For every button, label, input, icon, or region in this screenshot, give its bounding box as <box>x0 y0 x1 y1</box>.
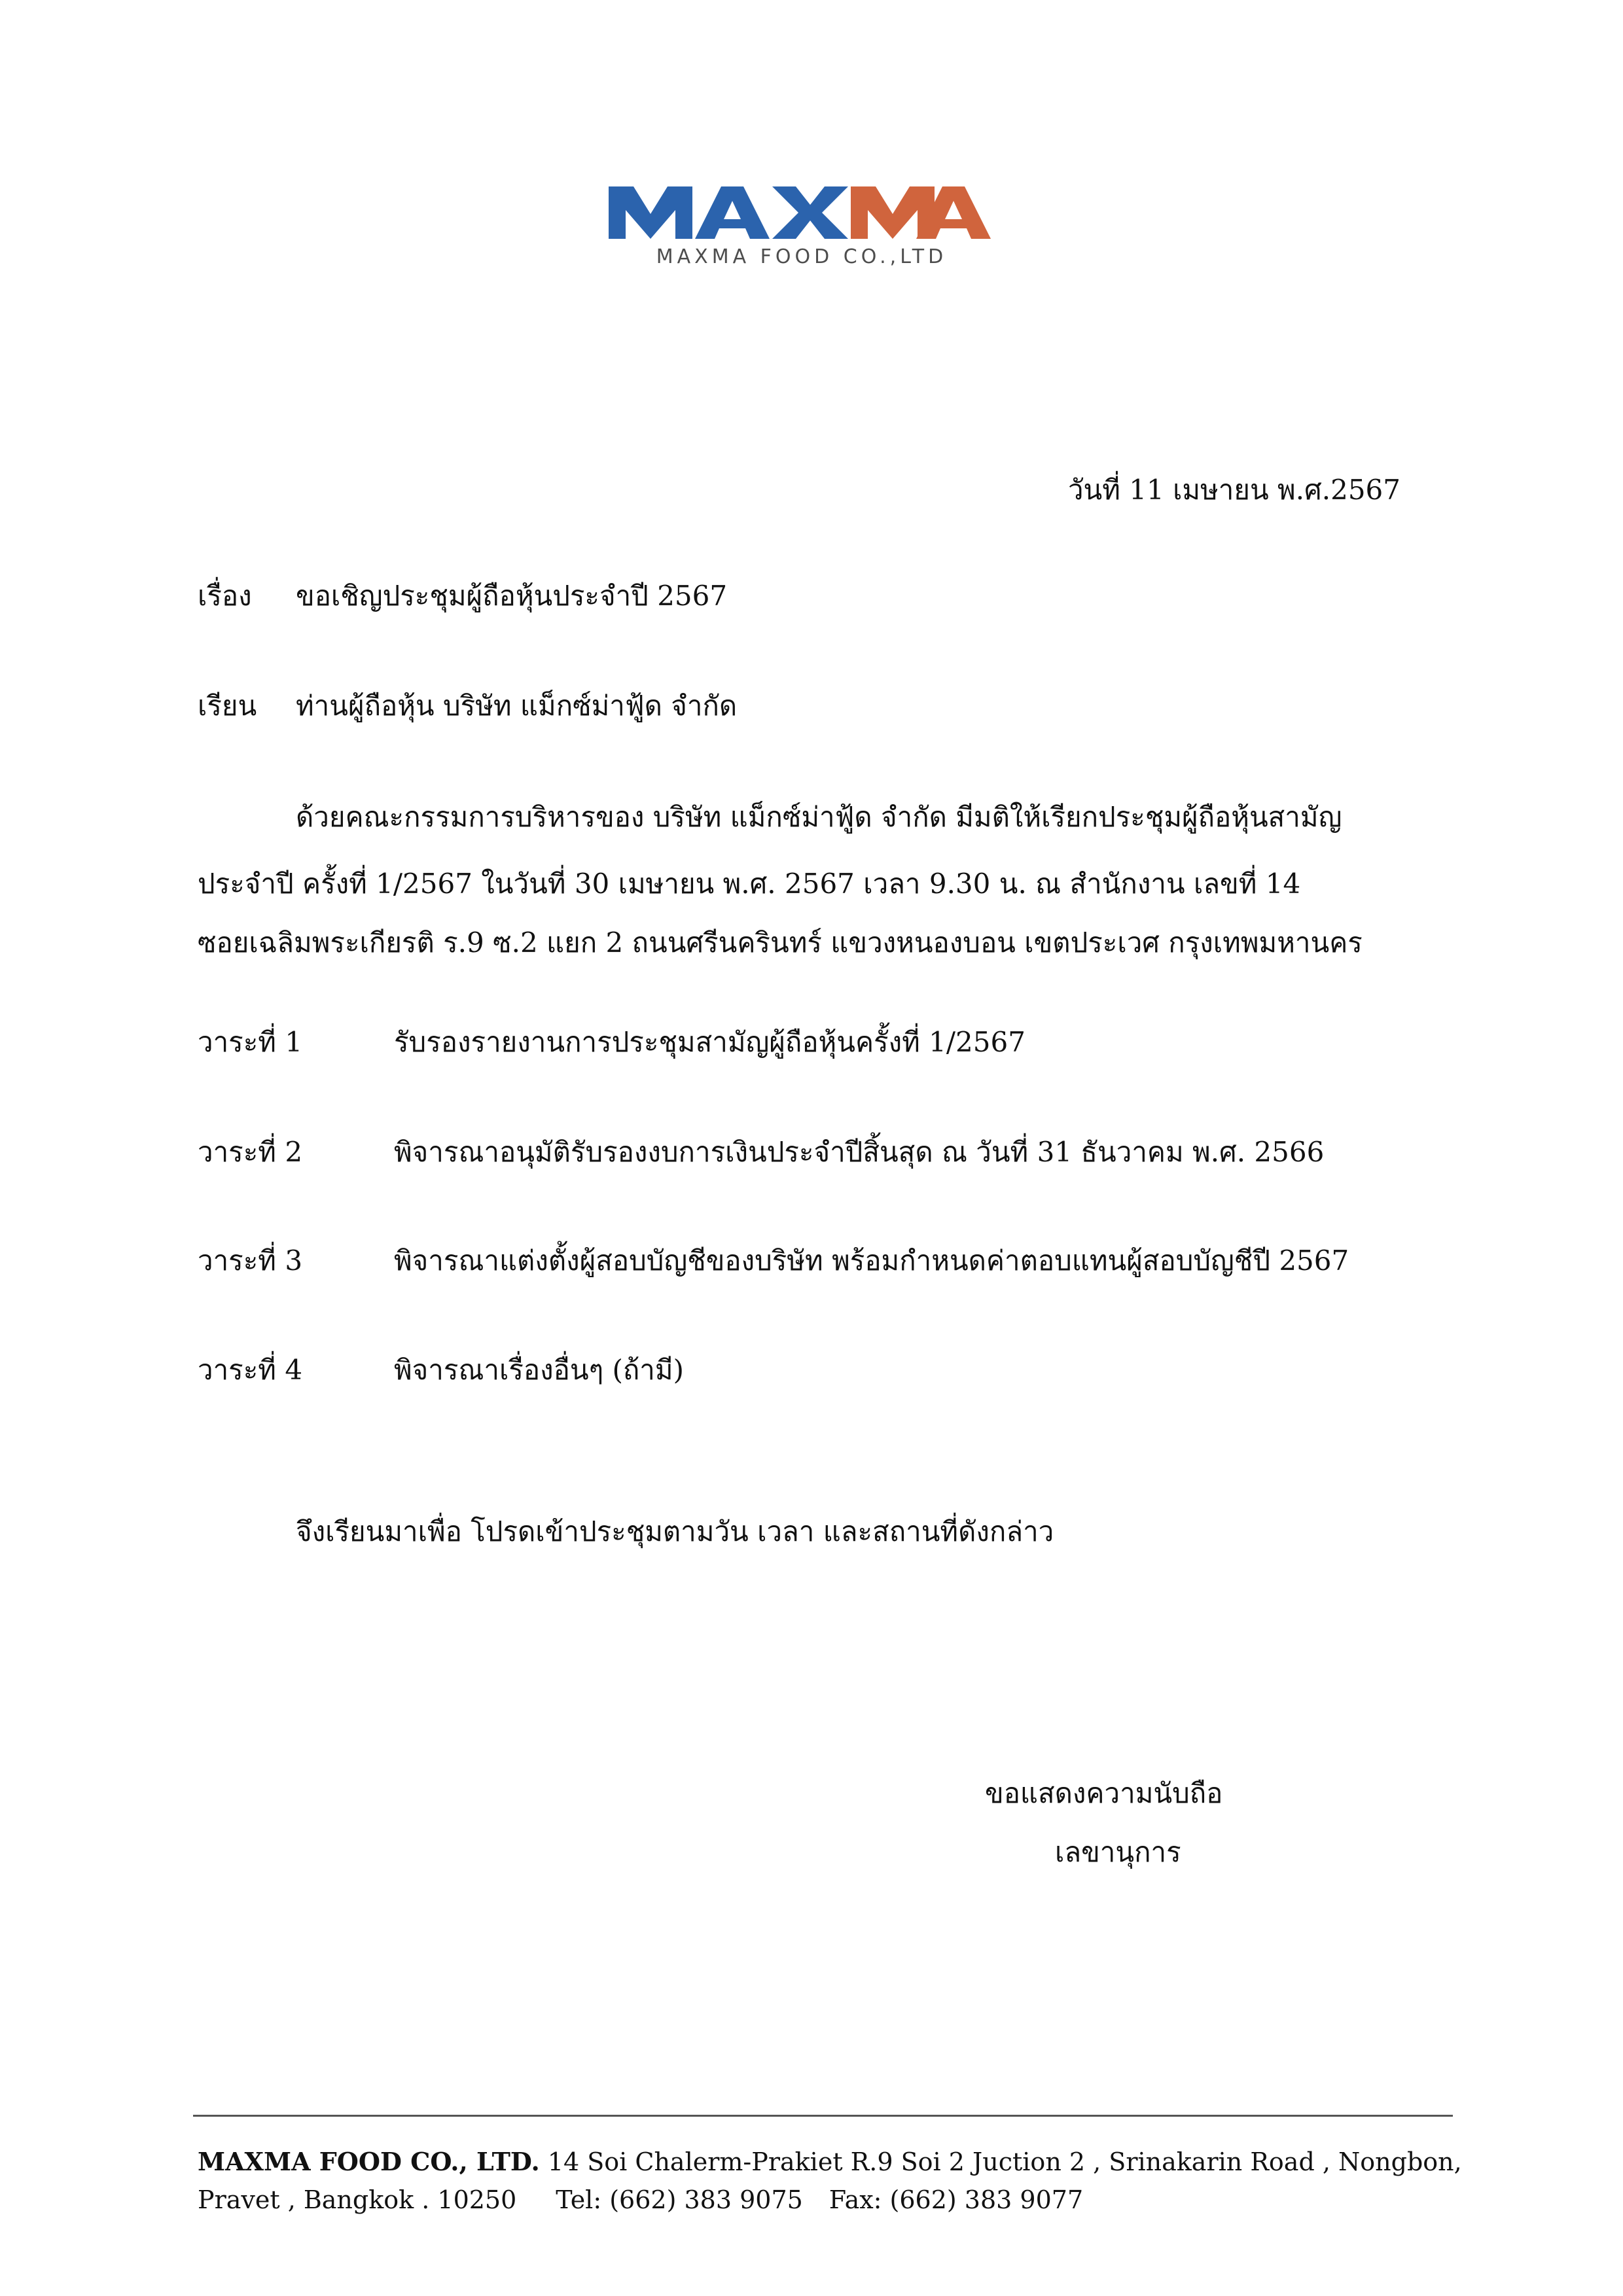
signature-regards: ขอแสดงความนับถือ <box>985 1777 1223 1809</box>
body-line-1: ด้วยคณะกรรมการบริหารของ บริษัท แม็กซ์ม่าฟู้ด จำกัด มีมติให้เรียกประชุมผู้ถือหุ้นสามัญ <box>296 801 1342 833</box>
logo-company-name: MAXMA FOOD CO.,LTD <box>656 245 948 268</box>
agenda-item-text: พิจารณาแต่งตั้งผู้สอบบัญชีของบริษัท พร้อมกำหนดค่าตอบแทนผู้สอบบัญชีปี 2567 <box>394 1245 1349 1277</box>
agenda-item-number: วาระที่ 2 <box>198 1136 303 1168</box>
recipient-label: เรียน <box>198 690 257 722</box>
footer-tel: Tel: (662) 383 9075 <box>556 2185 803 2214</box>
agenda-item-text: พิจารณาเรื่องอื่นๆ (ถ้ามี) <box>394 1354 684 1386</box>
footer-company: MAXMA FOOD CO., LTD. <box>198 2147 540 2176</box>
agenda-item-number: วาระที่ 1 <box>198 1026 303 1058</box>
footer-line-1 <box>198 2149 1462 2174</box>
agenda-item-number: วาระที่ 3 <box>198 1245 303 1277</box>
footer-address-2: Pravet , Bangkok . 10250 <box>198 2185 517 2214</box>
footer-divider <box>193 2115 1453 2117</box>
agenda-item-number: วาระที่ 4 <box>198 1354 303 1386</box>
body-line-2: ประจำปี ครั้งที่ 1/2567 ในวันที่ 30 เมษายน พ.ศ. 2567 เวลา 9.30 น. ณ สำนักงาน เลขที่ 14 <box>198 868 1301 900</box>
subject-label: เรื่อง <box>198 580 252 612</box>
recipient-text: ท่านผู้ถือหุ้น บริษัท แม็กซ์ม่าฟู้ด จำกัด <box>296 690 738 722</box>
signature-title: เลขานุการ <box>1055 1836 1181 1868</box>
company-logo <box>609 186 995 275</box>
closing-sentence: จึงเรียนมาเพื่อ โปรดเข้าประชุมตามวัน เวลา และสถานที่ดังกล่าว <box>296 1515 1054 1547</box>
letter-date: วันที่ 11 เมษายน พ.ศ.2567 <box>1067 474 1400 506</box>
subject-text: ขอเชิญประชุมผู้ถือหุ้นประจำปี 2567 <box>296 580 728 612</box>
agenda-item-text: รับรองรายงานการประชุมสามัญผู้ถือหุ้นครั้งที่ 1/2567 <box>394 1026 1026 1058</box>
footer-line-2 <box>198 2187 1083 2212</box>
footer-fax: Fax: (662) 383 9077 <box>829 2185 1084 2214</box>
body-line-3: ซอยเฉลิมพระเกียรติ ร.9 ซ.2 แยก 2 ถนนศรีนครินทร์ แขวงหนองบอน เขตประเวศ กรุงเทพมหานคร <box>198 927 1363 959</box>
footer-address-1: 14 Soi Chalerm-Prakiet R.9 Soi 2 Juction 2 , Srinakarin Road , Nongbon, <box>547 2147 1462 2176</box>
agenda-item-text: พิจารณาอนุมัติรับรองงบการเงินประจำปีสิ้นสุด ณ วันที่ 31 ธันวาคม พ.ศ. 2566 <box>394 1136 1325 1168</box>
maxma-wordmark-logo <box>609 186 995 239</box>
